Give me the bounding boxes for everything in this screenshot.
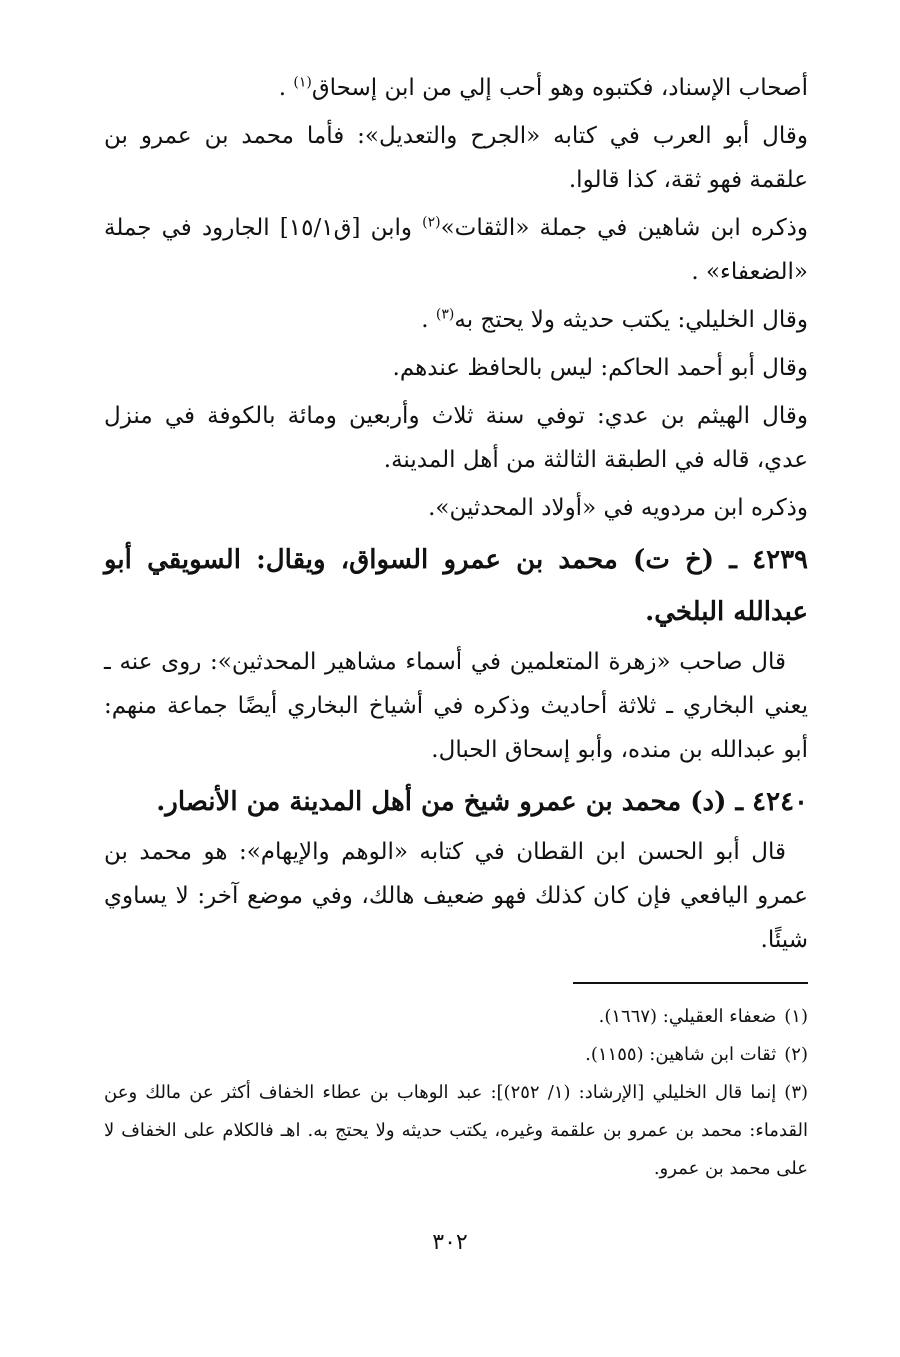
footnote-number: (١): [784, 1006, 808, 1027]
paragraph-tail: .: [278, 75, 294, 101]
footnote-text: ضعفاء العقيلي: (١٦٦٧).: [598, 1006, 777, 1027]
footnote-text: ثقات ابن شاهين: (١١٥٥).: [585, 1044, 777, 1065]
footnote-ref-2[interactable]: (٢): [422, 214, 441, 231]
page-body: [104, 66, 808, 1188]
paragraph-al-khalili: [104, 298, 808, 342]
entry-body-4240: قال أبو الحسن ابن القطان في كتابه «الوهم والإيهام»: هو محمد بن عمرو اليافعي فإن كان كذلك فهو ضعيف هالك، وفي موضع آخر: لا يساوي شيئًا.: [104, 839, 808, 953]
paragraph-ibn-marduyah: وذكره ابن مردويه في «أولاد المحدثين».: [428, 495, 808, 521]
paragraph-al-haytham: وقال الهيثم بن عدي: توفي سنة ثلاث وأربعين ومائة بالكوفة في منزل عدي، قاله في الطبقة الثالثة من أهل المدينة.: [104, 403, 808, 473]
footnote-number: (٣): [784, 1082, 809, 1103]
paragraph-text: وذكره ابن شاهين في جملة «الثقات»: [440, 215, 808, 241]
paragraph-ibn-shahin: [104, 206, 808, 294]
footnote-3: [104, 1074, 808, 1188]
entry-body-4239: قال صاحب «زهرة المتعلمين في أسماء مشاهير المحدثين»: روى عنه ـ يعني البخاري ـ ثلاثة أحاديث وذكره في أشياخ البخاري أيضًا جماعة منهم: أبو عبدالله بن منده، وأبو إسحاق الحبال.: [104, 649, 808, 763]
footnote-ref-3[interactable]: (٣): [435, 306, 455, 323]
footnote-divider: [573, 982, 808, 984]
page-number: ٣٠٢: [432, 1230, 468, 1255]
entry-heading-4240: ٤٢٤٠ ـ (د) محمد بن عمرو شيخ من أهل المدينة من الأنصار.: [156, 787, 808, 817]
footnote-text: إنما قال الخليلي [الإرشاد: (١/ ٢٥٢)]: عبد الوهاب بن عطاء الخفاف أكثر عن مالك وعن القدماء: محمد بن عمرو بن علقمة وغيره، يكتب حديثه ولا يحتج به. اهـ فالكلام على الخفاف لا على محمد بن عمرو.: [104, 1082, 808, 1179]
paragraph-tail: وابن [ق١٥/١] الجارود في جملة «الضعفاء» .: [104, 215, 808, 285]
footnote-2: [104, 1036, 808, 1074]
footnote-ref-1[interactable]: (١): [293, 74, 312, 91]
footnote-number: (٢): [784, 1044, 808, 1065]
paragraph-text: أصحاب الإسناد، فكتبوه وهو أحب إلي من ابن إسحاق: [311, 75, 808, 101]
paragraph-al-hakim: وقال أبو أحمد الحاكم: ليس بالحافظ عندهم.: [392, 355, 808, 381]
footnote-1: [104, 998, 808, 1036]
paragraph-ashab-al-isnad: [104, 66, 808, 110]
paragraph-text: وقال الخليلي: يكتب حديثه ولا يحتج به: [454, 307, 808, 333]
paragraph-tail: .: [421, 307, 436, 333]
paragraph-abu-al-arab: وقال أبو العرب في كتابه «الجرح والتعديل»: فأما محمد بن عمرو بن علقمة فهو ثقة، كذا قالوا.: [104, 123, 808, 193]
entry-heading-4239: ٤٢٣٩ ـ (خ ت) محمد بن عمرو السواق، ويقال: السويقي أبو عبدالله البلخي.: [104, 545, 808, 627]
